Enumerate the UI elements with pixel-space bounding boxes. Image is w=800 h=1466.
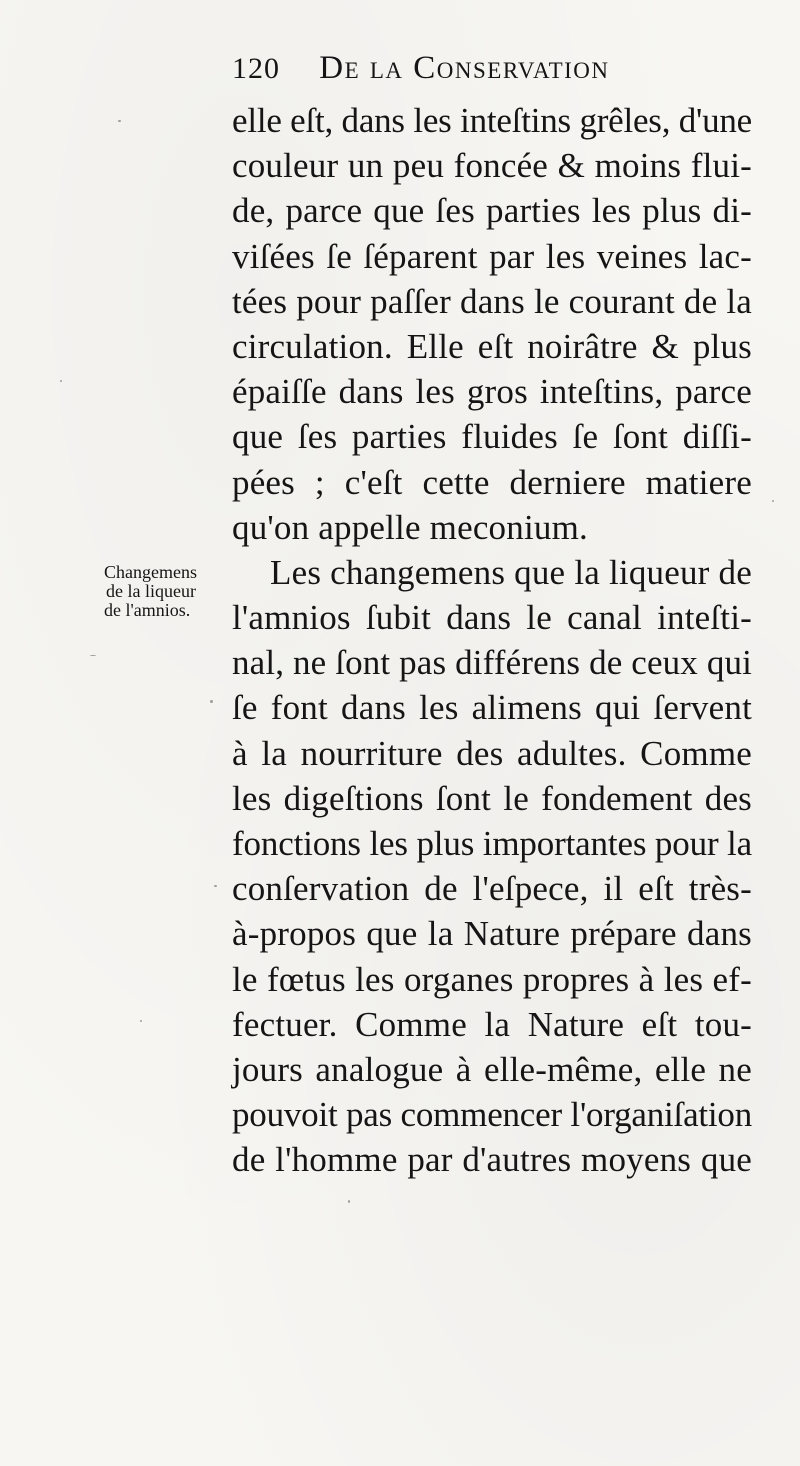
text-line: conſervation de l'eſpece, il eſt très-: [232, 869, 752, 909]
text-line: viſées ſe ſéparent par les veines lac-: [232, 236, 752, 276]
text-line: nal, ne ſont pas différens de ceux qui: [232, 643, 752, 683]
text-line: à-propos que la Nature prépare dans: [232, 914, 752, 954]
text-line: pées ; c'eſt cette derniere matiere: [232, 462, 752, 502]
paper-speck: [210, 700, 213, 703]
text-line: fonctions les plus importantes pour la: [232, 824, 752, 863]
body-text: [232, 98, 762, 1183]
text-line: de l'homme par d'autres moyens que: [232, 1140, 752, 1180]
text-line: couleur un peu foncée & moins flui-: [232, 146, 752, 186]
paper-speck: [60, 380, 62, 382]
text-line: fectuer. Comme la Nature eſt tou-: [232, 1004, 752, 1044]
paper-speck: [348, 1200, 350, 1203]
margin-note-line: de l'amnios.: [104, 600, 191, 620]
paper-speck: [772, 500, 774, 502]
paper-speck: [90, 655, 96, 656]
text-line: jours analogue à elle-même, elle ne: [232, 1049, 752, 1089]
text-line: ſe font dans les alimens qui ſervent: [232, 688, 752, 728]
paper-speck: [214, 885, 217, 887]
paper-speck: [118, 120, 121, 122]
paragraph-first-line: Les changemens que la liqueur de: [270, 552, 752, 592]
page-number: 120: [232, 52, 280, 85]
running-head: [232, 50, 752, 94]
text-line: de, parce que ſes parties les plus di-: [232, 191, 752, 231]
text-line: circulation. Elle eſt noirâtre & plus: [232, 326, 752, 366]
text-line: elle eſt, dans les inteſtins grêles, d'une: [232, 101, 752, 140]
margin-note: [104, 563, 234, 620]
running-title: De la Conservation: [319, 50, 610, 86]
text-line: l'amnios ſubit dans le canal inteſti-: [232, 598, 752, 638]
text-line: à la nourriture des adultes. Comme: [232, 733, 752, 773]
text-line: que ſes parties fluides ſe ſont diſſi-: [232, 417, 752, 457]
text-line: pouvoit pas commencer l'organiſation: [232, 1095, 752, 1135]
margin-note-line: Changemens: [104, 562, 197, 582]
text-line: les digeſtions ſont le fondement des: [232, 778, 752, 818]
paper-speck: [140, 1020, 142, 1022]
margin-note-line: de la liqueur: [106, 581, 196, 601]
text-line: qu'on appelle meconium.: [232, 507, 588, 547]
text-line: le fœtus les organes propres à les ef-: [232, 959, 752, 999]
text-line: épaiſſe dans les gros inteſtins, parce: [232, 372, 752, 412]
text-line: tées pour paſſer dans le courant de la: [232, 281, 752, 321]
